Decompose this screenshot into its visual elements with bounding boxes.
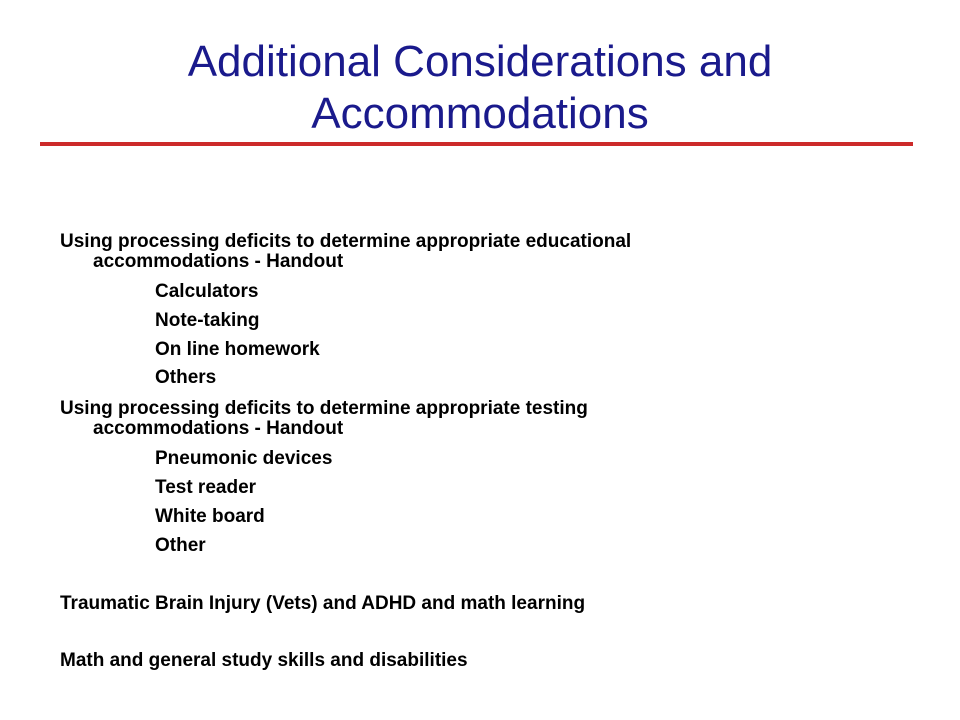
subitem-others: Others	[155, 367, 217, 388]
subitem-pneumonic-devices: Pneumonic devices	[155, 448, 333, 469]
bullet-text-line-1: Math and general study skills and disabilities	[60, 650, 468, 671]
slide-title	[0, 36, 960, 140]
bullet-testing-accommodations	[60, 399, 588, 439]
subitem-online-homework: On line homework	[155, 339, 320, 360]
title-divider	[40, 142, 913, 146]
subitem-test-reader: Test reader	[155, 477, 257, 498]
bullet-text-line-2: accommodations - Handout	[93, 418, 344, 439]
bullet-educational-accommodations	[60, 232, 631, 272]
subitem-calculators: Calculators	[155, 281, 259, 302]
bullet-tbi-adhd	[60, 594, 585, 614]
subitem-note-taking: Note-taking	[155, 310, 260, 331]
bullet-text-line-1: Using processing deficits to determine appropriate testing	[60, 398, 588, 419]
bullet-text-line-2: accommodations - Handout	[93, 251, 344, 272]
subitem-other: Other	[155, 535, 206, 556]
slide-title-line-1: Additional Considerations and	[187, 37, 773, 86]
bullet-study-skills	[60, 651, 468, 671]
bullet-text-line-1: Traumatic Brain Injury (Vets) and ADHD and math learning	[60, 593, 586, 614]
subitem-white-board: White board	[155, 506, 265, 527]
slide-title-line-2: Accommodations	[311, 89, 649, 138]
bullet-text-line-1: Using processing deficits to determine appropriate educational	[60, 231, 632, 252]
